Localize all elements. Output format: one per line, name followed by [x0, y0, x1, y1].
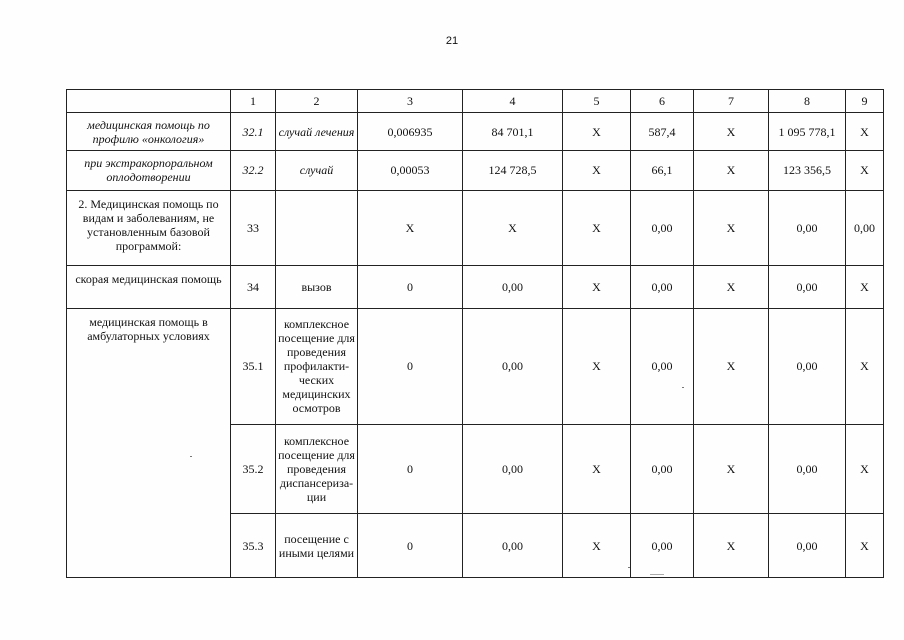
cell-col9: Х	[846, 514, 884, 578]
cell-col6: 66,1	[631, 150, 694, 190]
cell-col8: 123 356,5	[769, 150, 846, 190]
cell-col3: Х	[358, 191, 463, 266]
cell-col5: Х	[563, 113, 631, 150]
cell-col4: 0,00	[463, 308, 563, 424]
table-row	[67, 308, 884, 424]
row-number: 34	[231, 266, 276, 309]
header-cell-empty	[67, 90, 231, 113]
cell-col6: 0,00	[631, 266, 694, 309]
cell-col4: 124 728,5	[463, 150, 563, 190]
cell-col4: 0,00	[463, 266, 563, 309]
row-unit: случай	[276, 150, 358, 190]
scan-speck	[682, 387, 684, 388]
row-unit	[276, 191, 358, 266]
row-number: 35.3	[231, 514, 276, 578]
cell-col5: Х	[563, 150, 631, 190]
header-cell: 9	[846, 90, 884, 113]
cell-col9: Х	[846, 113, 884, 150]
header-cell: 1	[231, 90, 276, 113]
cell-col4: Х	[463, 191, 563, 266]
cell-col6: 0,00	[631, 514, 694, 578]
row-number: 32.2	[231, 150, 276, 190]
row-number: 35.2	[231, 425, 276, 514]
scan-speck	[650, 574, 664, 575]
cell-col5: Х	[563, 308, 631, 424]
cell-col9: Х	[846, 150, 884, 190]
cell-col8: 1 095 778,1	[769, 113, 846, 150]
cell-col7: Х	[694, 308, 769, 424]
cell-col4: 0,00	[463, 425, 563, 514]
cell-col3: 0,00053	[358, 150, 463, 190]
cell-col8: 0,00	[769, 191, 846, 266]
cell-col7: Х	[694, 113, 769, 150]
cell-col4: 84 701,1	[463, 113, 563, 150]
row-name: при экстракорпоральном оплодотворении	[67, 150, 231, 190]
header-cell: 6	[631, 90, 694, 113]
header-cell: 8	[769, 90, 846, 113]
cell-col5: Х	[563, 514, 631, 578]
cell-col9: Х	[846, 266, 884, 309]
row-unit: комплексное посещение для проведения диспансериза-ции	[276, 425, 358, 514]
table-row	[67, 191, 884, 266]
cell-col4: 0,00	[463, 514, 563, 578]
cell-col8: 0,00	[769, 266, 846, 309]
table-header-row	[67, 90, 884, 113]
header-cell: 7	[694, 90, 769, 113]
header-cell: 3	[358, 90, 463, 113]
cell-col8: 0,00	[769, 514, 846, 578]
cell-col7: Х	[694, 150, 769, 190]
cell-col7: Х	[694, 266, 769, 309]
cell-col9: Х	[846, 308, 884, 424]
cell-col6: 0,00	[631, 308, 694, 424]
cell-col7: Х	[694, 191, 769, 266]
cell-col3: 0	[358, 266, 463, 309]
row-unit: вызов	[276, 266, 358, 309]
row-number: 35.1	[231, 308, 276, 424]
row-unit: случай лечения	[276, 113, 358, 150]
cell-col3: 0	[358, 425, 463, 514]
row-name: скорая медицинская помощь	[67, 266, 231, 309]
cell-col6: 0,00	[631, 191, 694, 266]
cell-col8: 0,00	[769, 425, 846, 514]
row-name: 2. Медицинская помощь по видам и заболеваниям, не установленным базовой программой:	[67, 191, 231, 266]
data-table	[66, 89, 884, 578]
row-unit: посещение с иными целями	[276, 514, 358, 578]
cell-col6: 587,4	[631, 113, 694, 150]
header-cell: 2	[276, 90, 358, 113]
cell-col5: Х	[563, 266, 631, 309]
cell-col5: Х	[563, 425, 631, 514]
cell-col7: Х	[694, 425, 769, 514]
scan-speck	[190, 456, 192, 457]
cell-col5: Х	[563, 191, 631, 266]
scan-speck	[628, 567, 630, 568]
row-number: 32.1	[231, 113, 276, 150]
cell-col3: 0,006935	[358, 113, 463, 150]
cell-col6: 0,00	[631, 425, 694, 514]
table-row	[67, 150, 884, 190]
row-unit: комплексное посещение для проведения профилакти-ческих медицинских осмотров	[276, 308, 358, 424]
cell-col9: Х	[846, 425, 884, 514]
row-name: медицинская помощь по профилю «онкология»	[67, 113, 231, 150]
page-number: 21	[445, 35, 459, 47]
cell-col7: Х	[694, 514, 769, 578]
cell-col3: 0	[358, 514, 463, 578]
table-row	[67, 113, 884, 150]
header-cell: 4	[463, 90, 563, 113]
row-name: медицинская помощь в амбулаторных условиях	[67, 308, 231, 577]
row-number: 33	[231, 191, 276, 266]
cell-col9: 0,00	[846, 191, 884, 266]
cell-col3: 0	[358, 308, 463, 424]
header-cell: 5	[563, 90, 631, 113]
table-row	[67, 266, 884, 309]
cell-col8: 0,00	[769, 308, 846, 424]
